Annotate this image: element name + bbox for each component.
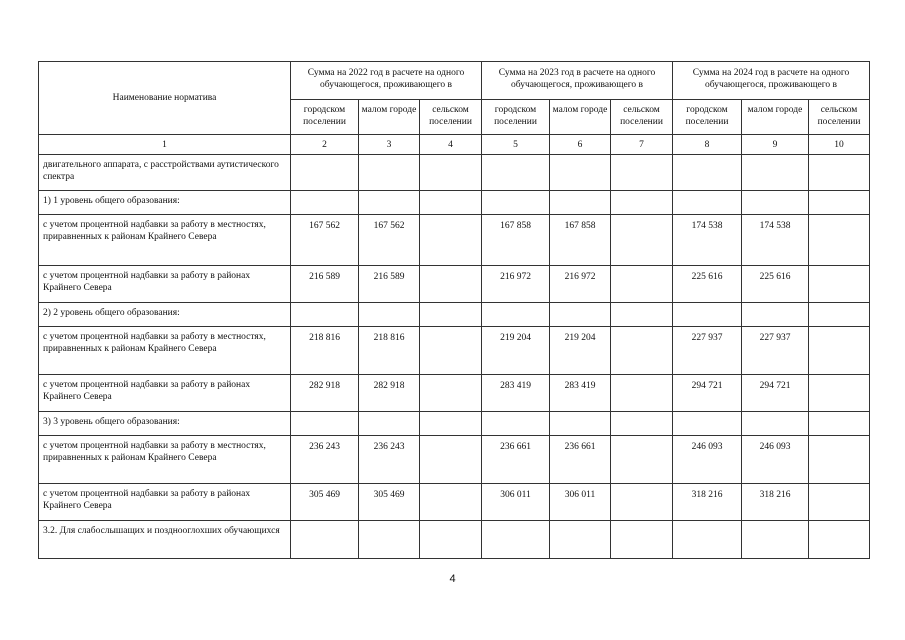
row-value: [809, 215, 870, 266]
row-value: 167 562: [359, 215, 420, 266]
column-number: 4: [420, 135, 482, 155]
header-rural: сельском поселении: [420, 100, 482, 135]
row-value: [420, 155, 482, 191]
row-value: [742, 303, 809, 327]
row-value: [809, 484, 870, 521]
row-value: 318 216: [673, 484, 742, 521]
row-value: [673, 521, 742, 559]
column-number: 2: [291, 135, 359, 155]
header-urban: городском поселении: [482, 100, 550, 135]
row-value: [809, 266, 870, 303]
row-value: [550, 412, 611, 436]
row-value: 219 204: [550, 327, 611, 375]
row-value: 216 589: [359, 266, 420, 303]
table-row: [39, 412, 870, 436]
row-value: [359, 303, 420, 327]
table-row: [39, 155, 870, 191]
row-value: [742, 191, 809, 215]
row-value: [482, 412, 550, 436]
row-name: с учетом процентной надбавки за работу в местностях, приравненных к районам Крайнего Севера: [39, 436, 291, 484]
row-value: 219 204: [482, 327, 550, 375]
table-row: [39, 375, 870, 412]
row-value: 282 918: [359, 375, 420, 412]
column-number: 3: [359, 135, 420, 155]
row-value: [420, 303, 482, 327]
header-rural: сельском поселении: [809, 100, 870, 135]
row-name: с учетом процентной надбавки за работу в местностях, приравненных к районам Крайнего Севера: [39, 215, 291, 266]
table-row: [39, 215, 870, 266]
row-name: с учетом процентной надбавки за работу в районах Крайнего Севера: [39, 375, 291, 412]
row-name: двигательного аппарата, с расстройствами аутистического спектра: [39, 155, 291, 191]
row-value: [673, 412, 742, 436]
row-value: 227 937: [673, 327, 742, 375]
row-value: 246 093: [673, 436, 742, 484]
row-value: [611, 436, 673, 484]
row-value: [550, 521, 611, 559]
row-value: [673, 155, 742, 191]
column-number: 8: [673, 135, 742, 155]
row-value: 306 011: [482, 484, 550, 521]
table-row: [39, 327, 870, 375]
row-name: 3.2. Для слабослышащих и позднооглохших обучающихся: [39, 521, 291, 559]
row-value: [482, 155, 550, 191]
row-value: 294 721: [742, 375, 809, 412]
row-value: [359, 412, 420, 436]
row-value: 282 918: [291, 375, 359, 412]
row-value: 225 616: [673, 266, 742, 303]
row-value: [611, 215, 673, 266]
row-name: 3) 3 уровень общего образования:: [39, 412, 291, 436]
column-number: 10: [809, 135, 870, 155]
row-value: 305 469: [291, 484, 359, 521]
row-value: 216 589: [291, 266, 359, 303]
row-name: 2) 2 уровень общего образования:: [39, 303, 291, 327]
row-value: [420, 215, 482, 266]
row-value: [291, 303, 359, 327]
column-number: 1: [39, 135, 291, 155]
row-value: [550, 191, 611, 215]
header-small-town: малом городе: [359, 100, 420, 135]
row-value: [611, 484, 673, 521]
row-value: [809, 327, 870, 375]
row-value: 227 937: [742, 327, 809, 375]
norms-table: [38, 61, 870, 559]
header-urban: городском поселении: [291, 100, 359, 135]
row-value: [420, 521, 482, 559]
row-value: [673, 303, 742, 327]
row-value: 225 616: [742, 266, 809, 303]
header-year-2022: Сумма на 2022 год в расчете на одного обучающегося, проживающего в: [291, 62, 482, 100]
row-value: 216 972: [550, 266, 611, 303]
column-number: 7: [611, 135, 673, 155]
table-row: [39, 521, 870, 559]
row-value: [742, 412, 809, 436]
row-name: с учетом процентной надбавки за работу в местностях, приравненных к районам Крайнего Севера: [39, 327, 291, 375]
column-number: 5: [482, 135, 550, 155]
row-value: [291, 155, 359, 191]
page-number: 4: [449, 573, 456, 585]
row-value: [420, 266, 482, 303]
row-value: [611, 266, 673, 303]
row-value: 305 469: [359, 484, 420, 521]
row-value: 167 562: [291, 215, 359, 266]
row-value: 167 858: [482, 215, 550, 266]
row-value: [550, 155, 611, 191]
column-number: 9: [742, 135, 809, 155]
row-value: [420, 327, 482, 375]
column-number: 6: [550, 135, 611, 155]
row-value: [611, 327, 673, 375]
row-value: [742, 521, 809, 559]
row-value: 236 243: [359, 436, 420, 484]
row-value: [291, 191, 359, 215]
header-small-town: малом городе: [550, 100, 611, 135]
row-value: [420, 375, 482, 412]
row-value: [611, 155, 673, 191]
row-value: [359, 191, 420, 215]
table-row: [39, 191, 870, 215]
table-row: [39, 436, 870, 484]
row-name: с учетом процентной надбавки за работу в районах Крайнего Севера: [39, 266, 291, 303]
row-value: 246 093: [742, 436, 809, 484]
row-value: 283 419: [482, 375, 550, 412]
row-value: 236 661: [482, 436, 550, 484]
row-value: 218 816: [359, 327, 420, 375]
header-small-town: малом городе: [742, 100, 809, 135]
row-value: [809, 155, 870, 191]
row-value: [809, 303, 870, 327]
table-row: [39, 484, 870, 521]
row-value: 306 011: [550, 484, 611, 521]
row-value: [420, 484, 482, 521]
row-value: 174 538: [673, 215, 742, 266]
row-value: [809, 436, 870, 484]
row-value: [420, 436, 482, 484]
row-value: [420, 191, 482, 215]
row-value: [809, 375, 870, 412]
row-value: [809, 521, 870, 559]
row-value: 218 816: [291, 327, 359, 375]
row-value: [359, 521, 420, 559]
row-value: [611, 191, 673, 215]
row-value: [482, 303, 550, 327]
row-value: [611, 375, 673, 412]
row-value: [809, 191, 870, 215]
row-value: [482, 191, 550, 215]
row-value: [611, 303, 673, 327]
row-value: 236 243: [291, 436, 359, 484]
row-name: с учетом процентной надбавки за работу в районах Крайнего Севера: [39, 484, 291, 521]
row-value: 167 858: [550, 215, 611, 266]
row-value: [611, 412, 673, 436]
row-value: 174 538: [742, 215, 809, 266]
header-year-2023: Сумма на 2023 год в расчете на одного обучающегося, проживающего в: [482, 62, 673, 100]
header-urban: городском поселении: [673, 100, 742, 135]
row-value: [420, 412, 482, 436]
row-value: 294 721: [673, 375, 742, 412]
header-year-2024: Сумма на 2024 год в расчете на одного обучающегося, проживающего в: [673, 62, 870, 100]
row-value: [611, 521, 673, 559]
row-value: [359, 155, 420, 191]
row-value: [291, 412, 359, 436]
row-value: 318 216: [742, 484, 809, 521]
header-name-column: Наименование норматива: [39, 62, 291, 135]
row-value: [550, 303, 611, 327]
header-rural: сельском поселении: [611, 100, 673, 135]
row-name: 1) 1 уровень общего образования:: [39, 191, 291, 215]
row-value: 236 661: [550, 436, 611, 484]
row-value: 283 419: [550, 375, 611, 412]
row-value: [809, 412, 870, 436]
row-value: [291, 521, 359, 559]
table-row: [39, 303, 870, 327]
row-value: [742, 155, 809, 191]
row-value: 216 972: [482, 266, 550, 303]
row-value: [482, 521, 550, 559]
row-value: [673, 191, 742, 215]
table-row: [39, 266, 870, 303]
